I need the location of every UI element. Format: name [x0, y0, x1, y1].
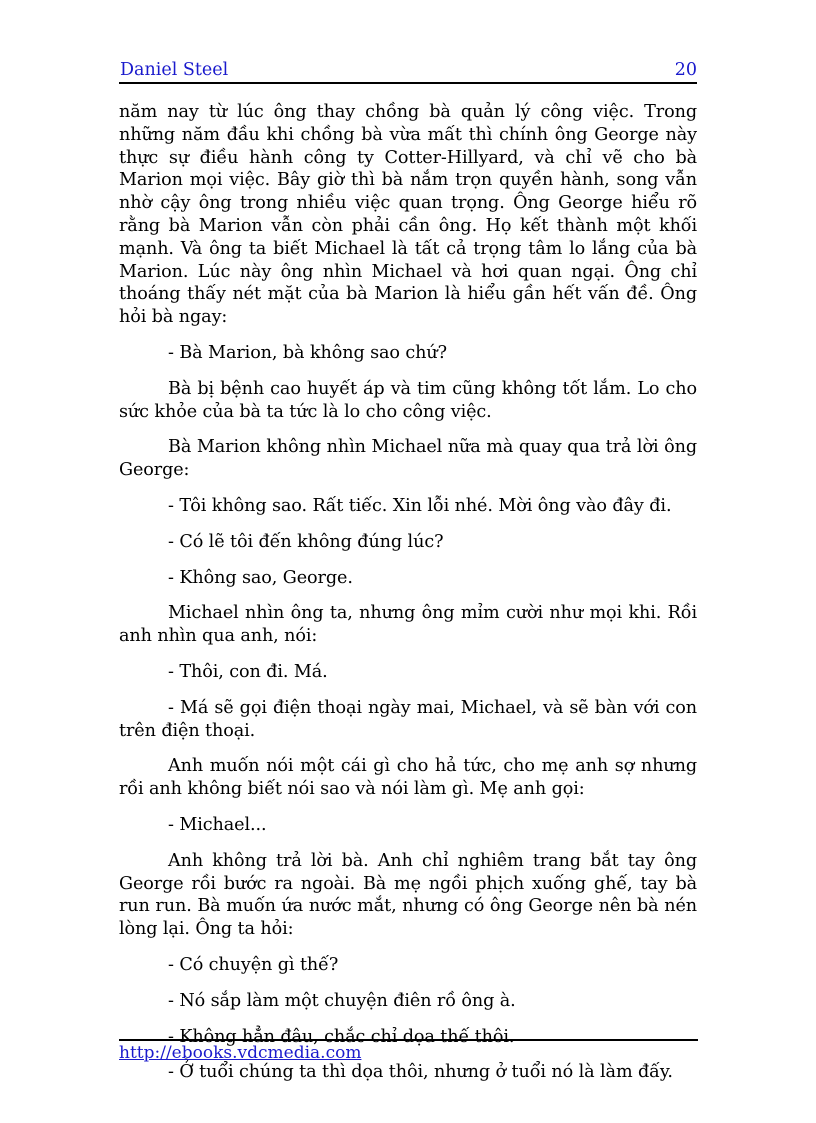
paragraph: năm nay từ lúc ông thay chồng bà quản lý công việc. Trong những năm đầu khi chồng bà vừa mất thì chính ông George này thực sự điều hành công ty Cotter-Hillyard, và chỉ vẽ cho bà Marion mọi việc. Bây giờ thì bà nắm trọn quyền hành, song vẫn nhờ cậy ông trong nhiều việc quan trọng. Ông George hiểu rõ rằng bà Marion vẫn còn phải cần ông. Họ kết thành một khối mạnh. Và ông ta biết Michael là tất cả trọng tâm lo lắng của bà Marion. Lúc này ông nhìn Michael và hơi quan ngại. Ông chỉ thoáng thấy nét mặt của bà Marion là hiểu gần hết vấn đề. Ông hỏi bà ngay:: [119, 102, 697, 328]
paragraph: - Má sẽ gọi điện thoại ngày mai, Michael, và sẽ bàn với con trên điện thoại.: [119, 697, 697, 741]
book-author-title: Daniel Steel: [120, 60, 229, 80]
paragraph: - Michael...: [168, 814, 267, 835]
paragraph: - Nó sắp làm một chuyện điên rồ ông à.: [168, 990, 516, 1011]
page-body: [119, 101, 697, 1097]
footer-url-link[interactable]: http://ebooks.vdcmedia.com: [119, 1043, 362, 1063]
paragraph: - Bà Marion, bà không sao chứ?: [168, 342, 447, 363]
page-header: [119, 58, 697, 84]
paragraph: - Có chuyện gì thế?: [168, 954, 339, 975]
paragraph: - Tôi không sao. Rất tiếc. Xin lỗi nhé. Mời ông vào đây đi.: [168, 495, 672, 516]
paragraph: Anh muốn nói một cái gì cho hả tức, cho mẹ anh sợ nhưng rồi anh không biết nói sao và nói làm gì. Mẹ anh gọi:: [119, 756, 697, 800]
footer-divider: [119, 1039, 698, 1041]
paragraph: Michael nhìn ông ta, nhưng ông mỉm cười như mọi khi. Rồi anh nhìn qua anh, nói:: [119, 603, 697, 647]
paragraph: - Thôi, con đi. Má.: [168, 661, 328, 682]
paragraph: - Không hẳn đâu, chắc chỉ dọa thế thôi.: [168, 1026, 515, 1047]
paragraph: Bà bị bệnh cao huyết áp và tim cũng không tốt lắm. Lo cho sức khỏe của bà ta tức là lo cho công việc.: [119, 378, 697, 422]
paragraph: Bà Marion không nhìn Michael nữa mà quay qua trả lời ông George:: [119, 437, 697, 481]
paragraph: - Có lẽ tôi đến không đúng lúc?: [168, 531, 444, 552]
page-number: 20: [674, 60, 697, 80]
paragraph: - Ở tuổi chúng ta thì dọa thôi, nhưng ở tuổi nó là làm đấy.: [168, 1062, 673, 1083]
paragraph: Anh không trả lời bà. Anh chỉ nghiêm trang bắt tay ông George rồi bước ra ngoài. Bà mẹ ngồi phịch xuống ghế, tay bà run run. Bà muốn ứa nước mắt, nhưng có ông George nên bà nén lòng lại. Ông ta hỏi:: [119, 850, 697, 940]
paragraph: - Không sao, George.: [168, 567, 353, 588]
